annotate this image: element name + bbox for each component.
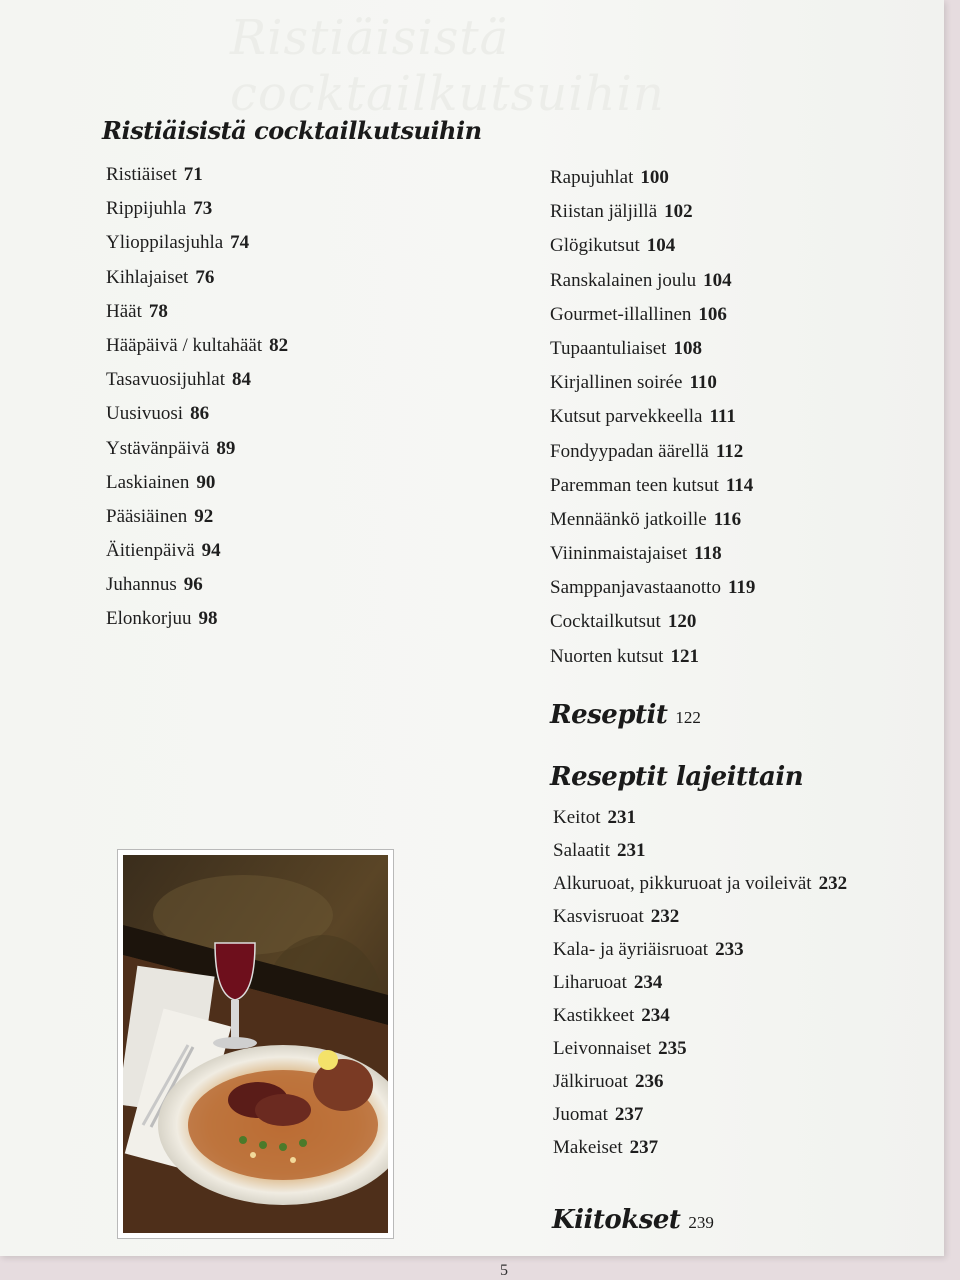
entry-page-number: 89 bbox=[216, 437, 236, 459]
entry-page-number: 108 bbox=[673, 337, 702, 359]
entry-label: Samppanjavastaanotto bbox=[550, 577, 721, 599]
entry-page-number: 96 bbox=[183, 574, 203, 596]
entry-label: Kasvisruoat bbox=[553, 906, 644, 927]
entry-page-number: 116 bbox=[713, 508, 742, 530]
toc-right-entry bbox=[550, 640, 755, 674]
toc-left-entry bbox=[106, 500, 288, 534]
entry-page-number: 119 bbox=[727, 577, 756, 599]
toc-right-entry bbox=[550, 503, 755, 537]
entry-page-number: 102 bbox=[664, 201, 693, 223]
entry-label: Tupaantuliaiset bbox=[550, 337, 667, 359]
entry-page-number: 120 bbox=[667, 611, 697, 633]
reseptit-heading bbox=[550, 700, 701, 730]
entry-label: Juomat bbox=[553, 1104, 608, 1125]
toc-recipe-entry bbox=[553, 867, 847, 900]
food-photo-illustration bbox=[123, 855, 388, 1233]
toc-left-entry bbox=[106, 261, 288, 295]
toc-right-entry bbox=[550, 469, 755, 503]
entry-page-number: 104 bbox=[703, 269, 732, 291]
entry-label: Häät bbox=[106, 300, 142, 322]
page-number: 5 bbox=[500, 1262, 508, 1279]
entry-page-number: 82 bbox=[269, 334, 289, 356]
entry-page-number: 233 bbox=[715, 939, 744, 960]
entry-page-number: 231 bbox=[616, 840, 646, 861]
toc-right-entry bbox=[550, 571, 755, 605]
entry-page-number: 111 bbox=[709, 406, 736, 428]
entry-label: Alkuruoat, pikkuruoat ja voileivät bbox=[553, 873, 812, 894]
toc-left-entry bbox=[106, 329, 288, 363]
entry-page-number: 100 bbox=[640, 167, 669, 188]
entry-page-number: 234 bbox=[641, 1005, 670, 1026]
entry-label: Ylioppilasjuhla bbox=[106, 232, 224, 254]
toc-recipe-entry bbox=[553, 900, 847, 933]
entry-label: Cocktailkutsut bbox=[550, 611, 661, 633]
entry-page-number: 121 bbox=[670, 645, 699, 667]
entry-label: Elonkorjuu bbox=[106, 608, 192, 630]
entry-page-number: 73 bbox=[193, 198, 213, 220]
entry-page-number: 86 bbox=[190, 403, 210, 425]
entry-label: Gourmet-illallinen bbox=[550, 303, 692, 325]
entry-label: Kutsut parvekkeella bbox=[550, 406, 703, 428]
entry-label: Kihlajaiset bbox=[106, 266, 189, 288]
toc-right-entry bbox=[550, 298, 755, 332]
toc-recipe-entry bbox=[553, 966, 847, 999]
toc-left-entry bbox=[106, 432, 288, 466]
entry-label: Kirjallinen soirée bbox=[550, 372, 683, 394]
entry-page-number: 235 bbox=[658, 1038, 687, 1059]
entry-label: Fondyypadan äärellä bbox=[550, 440, 709, 462]
section-title: Ristiäisistä cocktailkutsuihin bbox=[102, 116, 482, 145]
kiitokset-title: Kiitokset bbox=[552, 1205, 681, 1235]
entry-page-number: 71 bbox=[183, 164, 203, 185]
toc-left-entry bbox=[106, 397, 288, 431]
toc-recipe-entry bbox=[553, 933, 847, 966]
toc-right-column bbox=[550, 161, 755, 674]
entry-label: Tasavuosijuhlat bbox=[106, 369, 225, 391]
toc-right-entry bbox=[550, 195, 755, 229]
food-photo bbox=[117, 849, 394, 1239]
reseptit-title: Reseptit bbox=[550, 700, 668, 730]
entry-page-number: 98 bbox=[198, 608, 218, 630]
entry-label: Juhannus bbox=[106, 574, 177, 596]
toc-right-entry bbox=[550, 435, 755, 469]
toc-recipe-entry bbox=[553, 834, 847, 867]
entry-page-number: 236 bbox=[634, 1071, 664, 1092]
entry-label: Kala- ja äyriäisruoat bbox=[553, 939, 709, 960]
reseptit-page: 122 bbox=[675, 708, 701, 727]
entry-page-number: 237 bbox=[614, 1104, 644, 1125]
toc-right-entry bbox=[550, 229, 755, 263]
entry-page-number: 84 bbox=[231, 369, 251, 391]
toc-left-entry bbox=[106, 158, 288, 192]
toc-right-entry bbox=[550, 537, 755, 571]
entry-label: Rippijuhla bbox=[106, 198, 187, 220]
toc-left-entry bbox=[106, 295, 288, 329]
entry-page-number: 234 bbox=[633, 972, 663, 993]
entry-label: Keitot bbox=[553, 807, 601, 828]
entry-page-number: 232 bbox=[818, 873, 848, 894]
toc-right-entry bbox=[550, 605, 755, 639]
entry-label: Jälkiruoat bbox=[553, 1071, 628, 1092]
entry-page-number: 92 bbox=[194, 505, 214, 527]
entry-label: Laskiainen bbox=[106, 471, 190, 493]
toc-left-entry bbox=[106, 534, 288, 568]
entry-page-number: 94 bbox=[201, 540, 221, 562]
entry-label: Makeiset bbox=[553, 1137, 623, 1158]
entry-page-number: 237 bbox=[629, 1137, 659, 1158]
entry-label: Pääsiäinen bbox=[106, 505, 188, 527]
toc-right-entry bbox=[550, 400, 755, 434]
entry-page-number: 106 bbox=[698, 303, 727, 325]
toc-left-entry bbox=[106, 192, 288, 226]
entry-page-number: 76 bbox=[195, 266, 215, 288]
entry-label: Nuorten kutsut bbox=[550, 645, 664, 667]
toc-left-entry bbox=[106, 568, 288, 602]
entry-label: Viininmaistajaiset bbox=[550, 543, 688, 565]
toc-recipe-entry bbox=[553, 801, 847, 834]
toc-recipe-entry bbox=[553, 1032, 847, 1065]
toc-right-entry bbox=[550, 332, 755, 366]
entry-page-number: 78 bbox=[148, 300, 168, 322]
reseptit-lajeittain-heading: Reseptit lajeittain bbox=[550, 762, 804, 792]
kiitokset-page: 239 bbox=[688, 1213, 714, 1232]
toc-right-entry bbox=[550, 366, 755, 400]
toc-right-entry bbox=[550, 161, 755, 195]
entry-page-number: 112 bbox=[715, 440, 744, 462]
toc-recipe-entry bbox=[553, 1098, 847, 1131]
toc-left-entry bbox=[106, 226, 288, 260]
toc-left-entry bbox=[106, 602, 288, 636]
toc-left-column bbox=[106, 158, 288, 637]
entry-label: Rapujuhlat bbox=[550, 167, 634, 188]
entry-label: Kastikkeet bbox=[553, 1005, 635, 1026]
entry-label: Äitienpäivä bbox=[106, 540, 195, 562]
entry-page-number: 110 bbox=[689, 372, 717, 394]
entry-page-number: 114 bbox=[725, 474, 754, 496]
show-through-heading: Ristiäisistä cocktailkutsuihin bbox=[230, 10, 665, 122]
entry-label: Ystävänpäivä bbox=[106, 437, 210, 459]
toc-right-entry bbox=[550, 264, 755, 298]
toc-recipe-entry bbox=[553, 1065, 847, 1098]
entry-label: Riistan jäljillä bbox=[550, 201, 658, 223]
entry-page-number: 74 bbox=[230, 232, 250, 254]
toc-left-entry bbox=[106, 363, 288, 397]
entry-label: Glögikutsut bbox=[550, 235, 640, 257]
entry-label: Ranskalainen joulu bbox=[550, 269, 697, 291]
entry-page-number: 231 bbox=[607, 807, 636, 828]
entry-page-number: 118 bbox=[694, 543, 722, 565]
entry-label: Salaatit bbox=[553, 840, 610, 861]
toc-left-entry bbox=[106, 466, 288, 500]
entry-page-number: 90 bbox=[196, 471, 216, 493]
entry-label: Paremman teen kutsut bbox=[550, 474, 719, 496]
entry-label: Ristiäiset bbox=[106, 164, 177, 185]
kiitokset-heading bbox=[552, 1205, 714, 1235]
toc-recipes-column bbox=[553, 801, 847, 1164]
entry-label: Liharuoat bbox=[553, 972, 627, 993]
toc-recipe-entry bbox=[553, 999, 847, 1032]
entry-label: Mennäänkö jatkoille bbox=[550, 508, 707, 530]
entry-label: Leivonnaiset bbox=[553, 1038, 652, 1059]
entry-page-number: 104 bbox=[646, 235, 676, 257]
entry-label: Uusivuosi bbox=[106, 403, 184, 425]
entry-page-number: 232 bbox=[650, 906, 680, 927]
toc-recipe-entry bbox=[553, 1131, 847, 1164]
entry-label: Hääpäivä / kultahäät bbox=[106, 334, 263, 356]
